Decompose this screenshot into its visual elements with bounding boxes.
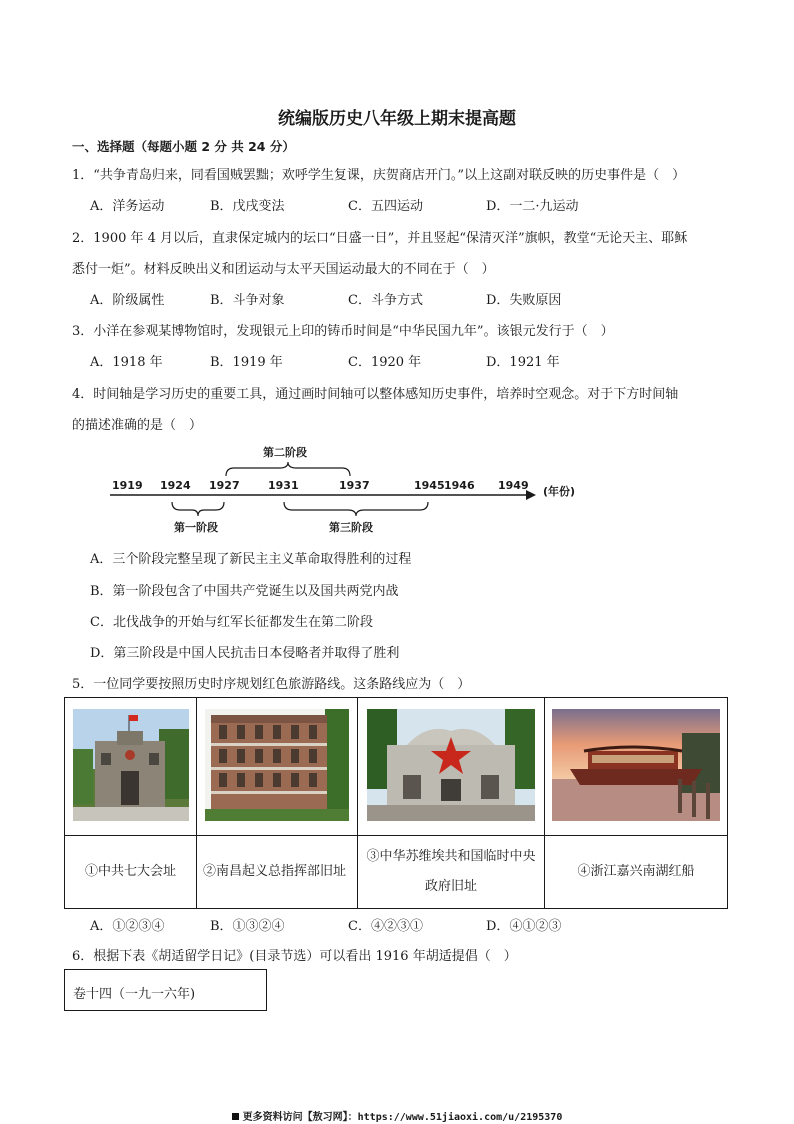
question-2-line-2: 悉付一炬”。材料反映出义和团运动与太平天国运动最大的不同在于（ ） [72,262,495,277]
q1-option-c[interactable]: C．五四运动 [348,199,423,214]
timeline-year-1946: 1946 [444,479,475,492]
q3-option-b[interactable]: B．1919 年 [210,355,283,370]
question-1: 1．“共争青岛归来，同看国贼罢黜；欢呼学生复课，庆贺商店开门。”以上这副对联反映的历史事件是（ ） [72,168,686,183]
q2-option-d[interactable]: D．失败原因 [486,293,562,308]
caption-4: ④浙江嘉兴南湖红船 [545,836,728,909]
stage-2-brace [226,462,350,476]
stage-1-label: 第一阶段 [174,521,218,534]
q5-option-d[interactable]: D．④①②③ [486,919,562,934]
timeline-year-1937: 1937 [339,479,370,492]
q1-option-b[interactable]: B．戊戌变法 [210,199,285,214]
question-3: 3．小洋在参观某博物馆时，发现银元上印的铸币时间是“中华民国九年”。该银元发行于（ ） [72,324,614,339]
q5-option-b[interactable]: B．①③②④ [210,919,285,934]
question-6: 6．根据下表《胡适留学日记》(目录节选）可以看出 1916 年胡适提倡（ ） [72,949,517,964]
q1-option-a[interactable]: A．洋务运动 [90,199,165,214]
caption-3 [358,836,545,909]
timeline-year-1924: 1924 [160,479,191,492]
q4-option-c[interactable]: C．北伐战争的开始与红军长征都发生在第二阶段 [90,615,373,630]
caption-3-text: ③中华苏维埃共和国临时中央政府旧址 [366,849,536,894]
flag-icon [232,1113,239,1120]
timeline-year-1927: 1927 [209,479,240,492]
timeline-figure [106,440,596,540]
caption-1: ①中共七大会址 [65,836,197,909]
q2-option-b[interactable]: B．斗争对象 [210,293,285,308]
stage-3-label: 第三阶段 [329,521,373,534]
q3-option-a[interactable]: A．1918 年 [90,355,163,370]
q5-option-c[interactable]: C．④②③① [348,919,423,934]
timeline-year-1945: 1945 [414,479,445,492]
diary-table-cell: 卷十四（一九一六年) [64,969,267,1011]
photo-cell-1 [65,698,197,836]
stage-3-brace [284,502,428,516]
stage-2-label: 第二阶段 [263,446,307,459]
footer [0,1108,794,1123]
q4-option-d[interactable]: D．第三阶段是中国人民抗击日本侵略者并取得了胜利 [90,646,400,661]
q5-photo-table [64,697,728,909]
q2-option-c[interactable]: C．斗争方式 [348,293,423,308]
photo-cell-2 [197,698,358,836]
photo-cell-3 [358,698,545,836]
q3-option-d[interactable]: D．1921 年 [486,355,560,370]
question-5: 5．一位同学要按照历史时序规划红色旅游路线。这条路线应为（ ） [72,677,471,692]
q2-option-a[interactable]: A．阶级属性 [90,293,165,308]
photo-soviet-government-site [367,709,535,821]
q4-option-a[interactable]: A．三个阶段完整呈现了新民主主义革命取得胜利的过程 [90,552,412,567]
page-title: 统编版历史八年级上期末提高题 [278,109,516,129]
q1-option-d[interactable]: D．一二·九运动 [486,199,579,214]
photo-cell-4 [545,698,728,836]
timeline-year-1919: 1919 [112,479,143,492]
photo-red-boat [552,709,720,821]
timeline-unit: (年份) [543,485,576,498]
section-heading: 一、选择题（每题小题 2 分 共 24 分） [72,139,295,154]
q3-option-c[interactable]: C．1920 年 [348,355,422,370]
q4-option-b[interactable]: B．第一阶段包含了中国共产党诞生以及国共两党内战 [90,584,399,599]
timeline-year-1949: 1949 [498,479,529,492]
question-4-line-1: 4．时间轴是学习历史的重要工具，通过画时间轴可以整体感知历史事件，培养时空观念。对于下方时间轴 [72,387,679,402]
stage-1-brace [172,502,224,516]
question-4-line-2: 的描述准确的是（ ） [72,418,203,433]
timeline-year-1931: 1931 [268,479,299,492]
caption-2-text: ②南昌起义总指挥部旧址 [203,864,347,879]
photo-nanchang-hq [205,709,349,821]
q5-option-a[interactable]: A．①②③④ [90,919,165,934]
caption-2 [197,836,358,909]
question-2-line-1: 2．1900 年 4 月以后，直隶保定城内的坛口“日盛一日”，并且竖起“保清灭洋”旗帜，教堂“无论天主、耶稣 [72,231,688,246]
photo-qi-da-site [73,709,189,821]
footer-text[interactable]: 更多资料访问【敖习网】：https://www.51jiaoxi.com/u/2195370 [242,1112,563,1123]
